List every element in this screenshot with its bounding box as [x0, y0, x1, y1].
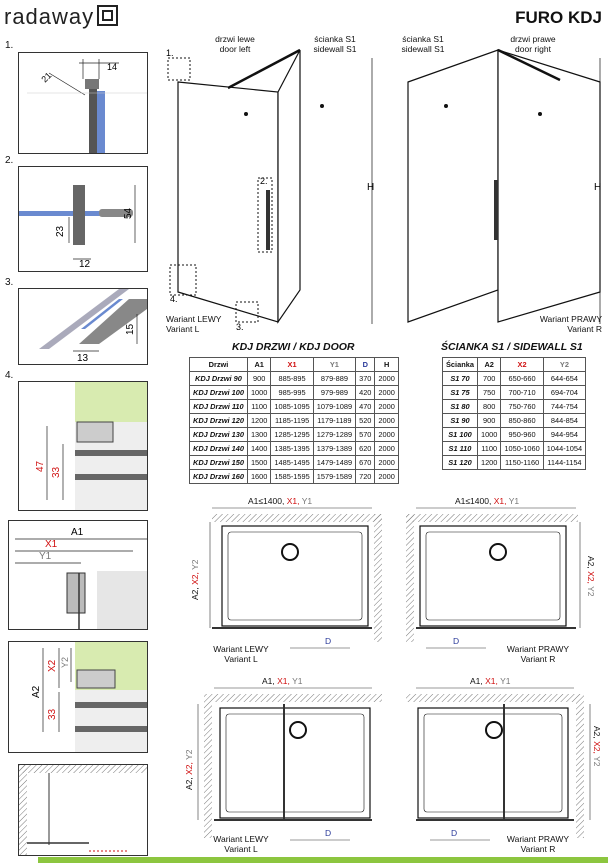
door-cell: 2000 [375, 456, 398, 470]
sidewall-cell: 844-854 [543, 414, 585, 428]
door-cell: 900 [247, 372, 270, 386]
plan-br-variant: Wariant PRAWY Variant R [506, 834, 570, 854]
door-cell: 985-995 [271, 386, 313, 400]
door-cell: 2000 [375, 470, 398, 484]
door-cell: 1385-1395 [271, 442, 313, 456]
door-cell: 885-895 [271, 372, 313, 386]
dim-15: 15 [125, 323, 136, 335]
door-cell: KDJ Drzwi 150 [190, 456, 248, 470]
door-cell: 420 [356, 386, 375, 400]
label-door-left: drzwi lewe door left [215, 34, 255, 54]
door-cell: 1279-1289 [313, 428, 355, 442]
callout-1: 1. [166, 48, 174, 58]
label-variant-right: Wariant PRAWY Variant R [539, 314, 602, 334]
sidewall-cell: 1150-1160 [501, 456, 543, 470]
col-drzwi: Drzwi [190, 358, 248, 372]
sidewall-cell: 694-704 [543, 386, 585, 400]
door-cell: KDJ Drzwi 100 [190, 386, 248, 400]
sidewall-cell: 700 [477, 372, 500, 386]
door-table [189, 357, 399, 484]
door-row [190, 372, 399, 386]
door-row [190, 400, 399, 414]
sidewall-cell: 644-654 [543, 372, 585, 386]
plan-top-left [210, 508, 382, 648]
left-sidewall-panel [278, 50, 300, 322]
plan-tr-variant: Wariant PRAWY Variant R [506, 644, 570, 664]
door-cell: 2000 [375, 442, 398, 456]
door-cell: 1079-1089 [313, 400, 355, 414]
detail-panel-5 [8, 520, 148, 630]
col-x2: X2 [501, 358, 543, 372]
door-row [190, 428, 399, 442]
figure-3-number: 3. [5, 277, 14, 288]
door-cell: 1085-1095 [271, 400, 313, 414]
sidewall-cell: S1 75 [443, 386, 478, 400]
col-y1: Y1 [313, 358, 355, 372]
door-cell: 1400 [247, 442, 270, 456]
door-cell: 1485-1495 [271, 456, 313, 470]
sidewall-cell: 950-960 [501, 428, 543, 442]
sidewall-cell: S1 70 [443, 372, 478, 386]
shower-enclosure-drawing [160, 30, 608, 340]
door-cell: 1000 [247, 386, 270, 400]
dim-y1: Y1 [39, 551, 52, 562]
sidewall-cell: 750-760 [501, 400, 543, 414]
sidewall-row [443, 414, 586, 428]
door-row [190, 442, 399, 456]
dim-y2: Y2 [60, 656, 70, 668]
door-cell: 1200 [247, 414, 270, 428]
sidewall-table [442, 357, 586, 470]
plan-bl-d-label: D [325, 828, 332, 838]
door-cell: KDJ Drzwi 130 [190, 428, 248, 442]
sidewall-row [443, 428, 586, 442]
sidewall-cell: 850-860 [501, 414, 543, 428]
detail-panel-1 [18, 52, 148, 154]
plan-bl-depth-label: A2, X2, Y2 [184, 749, 194, 790]
door-row [190, 456, 399, 470]
sidewall-cell: 1044-1054 [543, 442, 585, 456]
dim-33-b: 33 [47, 708, 58, 720]
sidewall-cell: 1000 [477, 428, 500, 442]
detail-2-drawing [19, 167, 147, 271]
sidewall-row [443, 372, 586, 386]
door-cell: 620 [356, 442, 375, 456]
dim-47: 47 [35, 460, 46, 472]
dim-21: 21 [39, 70, 54, 85]
callout-2: 2. [260, 176, 268, 186]
door-table-header [190, 358, 399, 372]
sidewall-cell: 700-710 [501, 386, 543, 400]
label-sidewall-right: ścianka S1 sidewall S1 [401, 34, 445, 54]
plan-br-width-label: A1, X1, Y1 [470, 676, 511, 686]
sidewall-cell: 944-954 [543, 428, 585, 442]
sidewall-table-title: ŚCIANKA S1 / SIDEWALL S1 [441, 341, 583, 353]
door-cell: 520 [356, 414, 375, 428]
sidewall-cell: 750 [477, 386, 500, 400]
door-cell: KDJ Drzwi 90 [190, 372, 248, 386]
brand-text: radaway [4, 4, 95, 29]
col-a2: A2 [477, 358, 500, 372]
col-scianka: Ścianka [443, 358, 478, 372]
plan-views-drawing [180, 494, 608, 857]
door-cell: 979-989 [313, 386, 355, 400]
detail-3-drawing [19, 289, 147, 364]
sidewall-cell: 1100 [477, 442, 500, 456]
door-cell: 2000 [375, 372, 398, 386]
door-cell: 2000 [375, 400, 398, 414]
sidewall-cell: 900 [477, 414, 500, 428]
detail-panel-2 [18, 166, 148, 272]
col-x1: X1 [271, 358, 313, 372]
figure-1-number: 1. [5, 40, 14, 51]
door-cell: 879-889 [313, 372, 355, 386]
dim-x2: X2 [47, 659, 58, 672]
plan-tr-depth-label: A2, X2, Y2 [586, 556, 596, 597]
plan-bl-variant: Wariant LEWY Variant L [213, 834, 269, 854]
plan-br-depth-label: A2, X2, Y2 [592, 726, 602, 767]
door-cell: 470 [356, 400, 375, 414]
dim-14: 14 [107, 62, 118, 72]
door-row [190, 386, 399, 400]
left-height-label: H [367, 182, 375, 193]
sidewall-cell: 1050-1060 [501, 442, 543, 456]
detail-7-drawing [19, 765, 147, 855]
plan-tr-width-label: A1≤1400, X1, Y1 [455, 496, 520, 506]
figure-2-number: 2. [5, 155, 14, 166]
door-cell: 720 [356, 470, 375, 484]
dim-13: 13 [77, 353, 89, 364]
detail-1-drawing [19, 53, 147, 153]
detail-5-drawing [9, 521, 147, 629]
left-door-panel [178, 82, 278, 322]
left-door-handle [266, 190, 270, 250]
dim-a1: A1 [71, 527, 84, 538]
sidewall-row [443, 456, 586, 470]
right-door-panel [498, 50, 600, 322]
sidewall-cell: 650-660 [501, 372, 543, 386]
figure-4-number: 4. [5, 370, 14, 381]
door-cell: 670 [356, 456, 375, 470]
right-door-handle [494, 180, 498, 240]
sidewall-cell: 1144-1154 [543, 456, 585, 470]
door-cell: 2000 [375, 414, 398, 428]
brand-logo [4, 4, 118, 30]
callout-4: 4. [170, 294, 178, 304]
sidewall-row [443, 400, 586, 414]
dim-12: 12 [79, 259, 91, 270]
door-row [190, 414, 399, 428]
sidewall-cell: S1 80 [443, 400, 478, 414]
sidewall-cell: S1 110 [443, 442, 478, 456]
door-cell: 1600 [247, 470, 270, 484]
plan-bottom-right [406, 688, 590, 840]
sidewall-cell: S1 100 [443, 428, 478, 442]
door-table-title: KDJ DRZWI / KDJ DOOR [232, 341, 355, 353]
plan-br-d-label: D [451, 828, 458, 838]
footer-band [38, 857, 608, 863]
door-cell: 1579-1589 [313, 470, 355, 484]
callout-3: 3. [236, 322, 244, 332]
label-variant-left: Wariant LEWY Variant L [166, 314, 222, 334]
logo-square-icon [97, 5, 118, 26]
door-cell: KDJ Drzwi 120 [190, 414, 248, 428]
door-cell: 1479-1489 [313, 456, 355, 470]
plan-tl-d-label: D [325, 636, 332, 646]
door-cell: 2000 [375, 428, 398, 442]
sidewall-cell: S1 90 [443, 414, 478, 428]
door-cell: 370 [356, 372, 375, 386]
right-sidewall-panel [408, 50, 498, 322]
plan-bottom-left [198, 688, 382, 840]
door-cell: 1100 [247, 400, 270, 414]
door-cell: 1500 [247, 456, 270, 470]
door-cell: KDJ Drzwi 110 [190, 400, 248, 414]
sidewall-row [443, 442, 586, 456]
door-cell: 1585-1595 [271, 470, 313, 484]
door-cell: 570 [356, 428, 375, 442]
col-a1: A1 [247, 358, 270, 372]
detail-panel-7 [18, 764, 148, 856]
label-door-right: drzwi prawe door right [510, 34, 556, 54]
detail-panel-6 [8, 641, 148, 753]
detail-panel-4 [18, 381, 148, 511]
label-sidewall-left: ścianka S1 sidewall S1 [313, 34, 357, 54]
detail-6-drawing [9, 642, 147, 752]
door-cell: 1285-1295 [271, 428, 313, 442]
detail-panel-3 [18, 288, 148, 365]
right-height-label: H [594, 182, 602, 193]
col-h: H [375, 358, 398, 372]
door-row [190, 470, 399, 484]
plan-tr-d-label: D [453, 636, 460, 646]
door-cell: KDJ Drzwi 140 [190, 442, 248, 456]
sidewall-table-header [443, 358, 586, 372]
sidewall-cell: S1 120 [443, 456, 478, 470]
dim-33: 33 [51, 466, 62, 478]
dim-23: 23 [55, 225, 66, 237]
sidewall-cell: 800 [477, 400, 500, 414]
page-title: FURO KDJ [515, 8, 602, 27]
door-cell: 1179-1189 [313, 414, 355, 428]
sidewall-cell: 744-754 [543, 400, 585, 414]
plan-tl-depth-label: A2, X2, Y2 [190, 559, 200, 600]
plan-tl-variant: Wariant LEWY Variant L [213, 644, 269, 664]
door-cell: 2000 [375, 386, 398, 400]
door-cell: 1379-1389 [313, 442, 355, 456]
plan-bl-width-label: A1, X1, Y1 [262, 676, 303, 686]
dim-x1: X1 [45, 539, 58, 550]
detail-4-drawing [19, 382, 147, 510]
door-cell: 1185-1195 [271, 414, 313, 428]
sidewall-cell: 1200 [477, 456, 500, 470]
sidewall-row [443, 386, 586, 400]
plan-tl-width-label: A1≤1400, X1, Y1 [248, 496, 313, 506]
col-y2: Y2 [543, 358, 585, 372]
plan-top-right [406, 508, 580, 648]
dim-54: 54 [123, 207, 134, 219]
door-cell: KDJ Drzwi 160 [190, 470, 248, 484]
col-d: D [356, 358, 375, 372]
door-cell: 1300 [247, 428, 270, 442]
dim-a2: A2 [31, 685, 42, 698]
